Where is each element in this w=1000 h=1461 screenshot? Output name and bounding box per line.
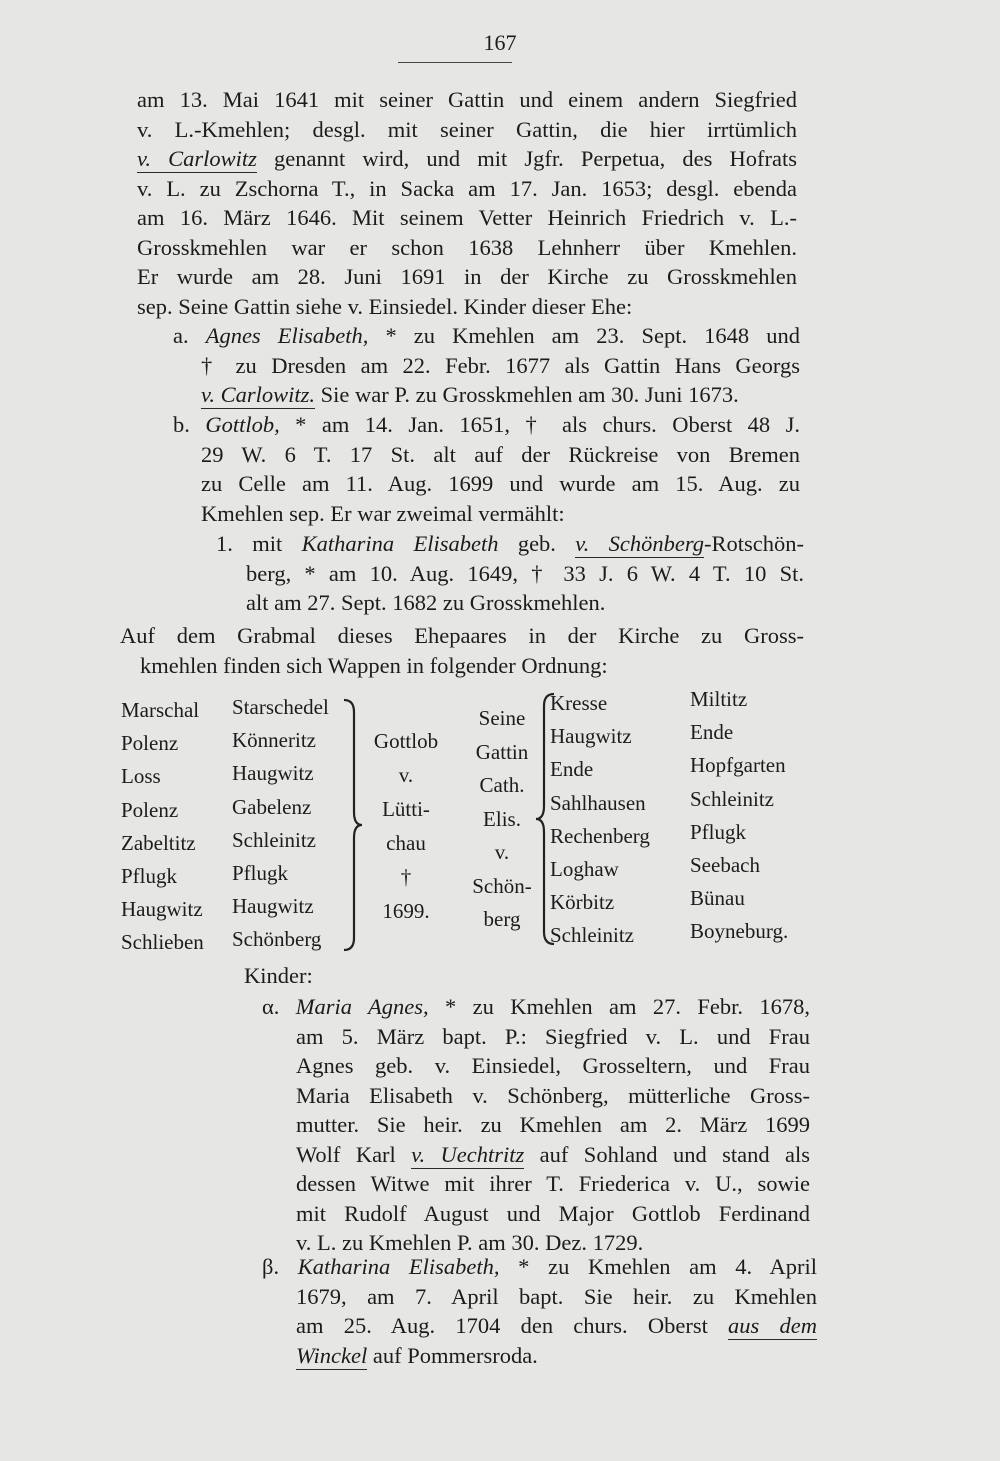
wappen-name: Starschedel (232, 695, 329, 719)
intro-line (137, 263, 797, 291)
marriage-1-line (246, 560, 804, 588)
text-segment: Katharina Elisabeth, (297, 1254, 500, 1279)
wappen-name: Pflugk (232, 861, 289, 885)
text-segment: v. Uechtritz (411, 1141, 525, 1167)
text-segment: * zu Kmehlen am 27. Febr. 1678, (428, 994, 810, 1019)
alpha-line (296, 1082, 810, 1110)
text-segment: auf Sohland und stand als (524, 1141, 810, 1167)
alpha-line (296, 1141, 810, 1169)
wappen-name: Schleinitz (690, 786, 774, 811)
grabmal-line (120, 622, 804, 650)
beta-line (296, 1312, 817, 1340)
wappen-name: Zabeltitz (121, 830, 196, 855)
page-number-rule (398, 62, 512, 63)
text-segment: Agnes geb. v. Einsiedel, Grosseltern, und Frau (296, 1053, 810, 1078)
wappen-name: Miltitz (690, 687, 748, 711)
wappen-name: 1699. (382, 899, 430, 923)
intro-line (137, 145, 797, 173)
marriage-1-line (246, 589, 804, 617)
wappen-name: Boyneburg. (690, 919, 789, 944)
wappen-name: Pflugk (121, 864, 178, 888)
wappen-name: Elis. (483, 806, 521, 831)
text-segment: v. L. zu Zschorna T., in Sacka am 17. Jan. 1653; desgl. ebenda (137, 175, 797, 201)
text-segment: Winckel (296, 1342, 368, 1368)
alpha-line (296, 1023, 810, 1051)
beta-line (296, 1283, 817, 1311)
page-number: 167 (483, 30, 517, 55)
text-segment: v. L.-Kmehlen; desgl. mit seiner Gattin, die hier irrtümlich (137, 116, 797, 142)
text-segment: Kmehlen sep. Er war zweimal vermählt: (201, 500, 565, 526)
text-segment: geb. (498, 531, 576, 556)
text-segment: genannt wird, und mit Jgfr. Perpetua, des Hofrats (256, 146, 797, 171)
wappen-name: Ende (550, 757, 594, 782)
text-segment: berg, * am 10. Aug. 1649, † 33 J. 6 W. 4 T. 10 St. (246, 560, 804, 586)
text-segment: dessen Witwe mit ihrer T. Friederica v. U., sowie (296, 1171, 810, 1196)
text-segment: aus dem (728, 1313, 817, 1338)
text-segment: β. (262, 1254, 298, 1279)
text-segment: Er wurde am 28. Juni 1691 in der Kirche zu Grosskmehlen (137, 264, 797, 289)
kinder-label: Kinder: (244, 963, 313, 988)
wappen-name: Seine (478, 706, 526, 730)
text-segment: am 5. März bapt. P.: Siegfried v. L. und Frau (296, 1023, 810, 1049)
wappen-name: Hopfgarten (690, 753, 786, 778)
wappen-name: Marschal (121, 698, 200, 722)
wappen-name: Bünau (690, 886, 745, 911)
text-segment: α. (262, 994, 296, 1019)
wappen-name: Gottlob (373, 729, 439, 753)
intro-line (137, 293, 797, 321)
text-segment: 29 W. 6 T. 17 St. alt auf der Rückreise von Bremen (201, 441, 800, 467)
wappen-name: Cath. (479, 773, 525, 797)
text-segment: v. Schönberg (575, 531, 704, 556)
wappen-name: Lütti- (382, 797, 430, 821)
text-segment: v. Carlowitz. (201, 382, 315, 407)
wappen-name: Seebach (690, 853, 760, 877)
intro-line (137, 175, 797, 203)
wappen-name: Schönberg (232, 927, 322, 952)
wappen-name: Ende (690, 720, 734, 745)
wappen-name: chau (386, 831, 426, 855)
intro-line (137, 116, 797, 144)
text-segment: sep. Seine Gattin siehe v. Einsiedel. Kinder dieser Ehe: (137, 293, 633, 319)
text-segment: mit Rudolf August und Major Gottlob Ferdinand (296, 1200, 810, 1226)
wappen-name: Gattin (475, 739, 529, 764)
wappen-name: Kresse (550, 691, 608, 715)
text-segment: am 16. März 1646. Mit seinem Vetter Heinrich Friedrich v. L.- (137, 205, 797, 230)
marriage-1-line (216, 530, 804, 558)
text-segment: -Rotschön- (704, 531, 804, 556)
wappen-name: Schlieben (121, 930, 204, 955)
wappen-name: berg (483, 907, 521, 931)
text-segment: a. (173, 323, 206, 348)
text-segment: am 25. Aug. 1704 den churs. Oberst (296, 1313, 729, 1338)
text-segment: * zu Kmehlen am 23. Sept. 1648 und (368, 323, 800, 348)
wappen-name: Polenz (121, 797, 179, 822)
alpha-line (296, 1200, 810, 1228)
text-segment: v. L. zu Kmehlen P. am 30. Dez. 1729. (296, 1230, 644, 1255)
item-b-line (201, 441, 800, 469)
text-segment: mutter. Sie heir. zu Kmehlen am 2. März 1699 (296, 1112, 810, 1137)
wappen-name: Haugwitz (550, 724, 632, 749)
text-segment: Sie war P. zu Grosskmehlen am 30. Juni 1673. (314, 382, 739, 407)
wappen-name: v. (494, 840, 510, 864)
text-segment: 1679, am 7. April bapt. Sie heir. zu Kmehlen (296, 1283, 817, 1309)
text-segment: Grosskmehlen war er schon 1638 Lehnherr über Kmehlen. (137, 234, 797, 260)
text-segment: Gottlob, (205, 412, 280, 437)
text-segment: b. (173, 412, 206, 437)
item-b-line (201, 470, 800, 498)
text-segment: Maria Elisabeth v. Schönberg, mütterliche Gross- (296, 1082, 810, 1108)
text-segment: Maria Agnes, (295, 994, 429, 1019)
text-segment: Wolf Karl (296, 1141, 412, 1167)
item-a-line (173, 322, 800, 350)
text-segment: Auf dem Grabmal dieses Ehepaares in der Kirche zu Gross- (120, 623, 804, 648)
wappen-name: Könneritz (232, 728, 316, 753)
text-segment: * zu Kmehlen am 4. April (499, 1254, 818, 1279)
wappen-name: Rechenberg (550, 823, 650, 848)
wappen-name: Pflugk (690, 819, 747, 844)
wappen-name: Gabelenz (232, 794, 312, 819)
item-a-line (201, 381, 800, 409)
text-segment: am 13. Mai 1641 mit seiner Gattin und einem andern Siegfried (137, 87, 797, 112)
wappen-name: Schleinitz (550, 923, 634, 948)
text-segment: Agnes Elisabeth, (205, 323, 369, 348)
intro-line (137, 234, 797, 262)
text-segment: kmehlen finden sich Wappen in folgender Ordnung: (140, 652, 608, 678)
intro-line (137, 204, 797, 232)
wappen-name: Körbitz (550, 890, 615, 915)
text-segment: 1. mit (216, 531, 302, 556)
alpha-line (296, 1052, 810, 1080)
text-segment: auf Pommersroda. (367, 1342, 538, 1368)
wappen-name: v. (398, 763, 414, 787)
item-a-line (201, 352, 800, 380)
text-segment: Katharina Elisabeth (301, 531, 499, 556)
wappen-name: Haugwitz (232, 761, 314, 786)
text-segment: † zu Dresden am 22. Febr. 1677 als Gattin Hans Georgs (201, 352, 800, 378)
alpha-line (296, 1170, 810, 1198)
wappen-name: Haugwitz (121, 897, 203, 922)
alpha-line (262, 993, 810, 1021)
wappen-name: Sahlhausen (550, 790, 646, 815)
text-segment: * am 14. Jan. 1651, † als churs. Oberst 48 J. (279, 412, 801, 437)
item-b-line (173, 411, 800, 439)
wappen-name: Haugwitz (232, 894, 314, 919)
wappen-name: Loss (121, 764, 161, 789)
wappen-name: Polenz (121, 731, 179, 756)
text-segment: v. Carlowitz (137, 146, 257, 171)
item-b-line (201, 500, 800, 528)
wappen-name: Schleinitz (232, 827, 316, 852)
intro-line (137, 86, 797, 114)
wappen-name: Schön- (472, 873, 532, 898)
wappen-name: Loghaw (550, 857, 619, 881)
text-segment: zu Celle am 11. Aug. 1699 und wurde am 15. Aug. zu (201, 471, 800, 496)
wappen-name: † (400, 865, 412, 889)
grabmal-line (140, 652, 804, 680)
alpha-line (296, 1111, 810, 1139)
text-segment: alt am 27. Sept. 1682 zu Grosskmehlen. (246, 590, 606, 615)
beta-line (296, 1342, 817, 1370)
beta-line (262, 1253, 817, 1281)
